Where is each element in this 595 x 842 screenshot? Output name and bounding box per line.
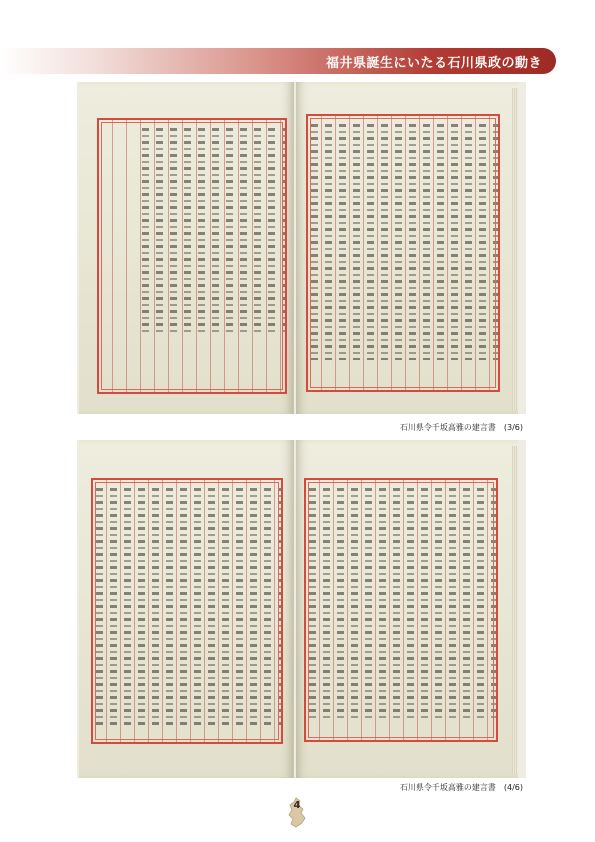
figure-caption-2: 石川県令千坂高雅の建言書 (4/6) <box>399 783 523 792</box>
document-photo-2 <box>77 440 526 778</box>
handwritten-text <box>306 488 496 720</box>
page-frame <box>97 118 287 394</box>
page-frame <box>306 114 500 392</box>
page-frame <box>91 478 283 744</box>
book-page-left <box>79 440 294 778</box>
handwritten-text <box>93 488 281 726</box>
book-page-right <box>296 440 518 778</box>
book-page-right <box>296 82 518 414</box>
handwritten-text <box>308 124 498 360</box>
page-number: 4 <box>293 800 301 811</box>
figure-caption-1: 石川県令千坂高雅の建言書 (3/6) <box>399 423 523 432</box>
document-photo-1 <box>77 82 526 414</box>
column-rules <box>99 120 285 392</box>
page-edge <box>512 88 518 410</box>
header-title: 福井県誕生にいたる石川県政の動き <box>325 56 542 71</box>
book-page-left <box>79 82 294 414</box>
page-frame <box>304 478 498 742</box>
column-rules <box>93 480 281 742</box>
page-edge <box>512 446 518 774</box>
column-rules <box>308 116 498 390</box>
handwritten-text <box>139 128 285 332</box>
header-banner <box>0 48 556 74</box>
column-rules <box>306 480 496 740</box>
page-number-badge <box>282 796 312 830</box>
